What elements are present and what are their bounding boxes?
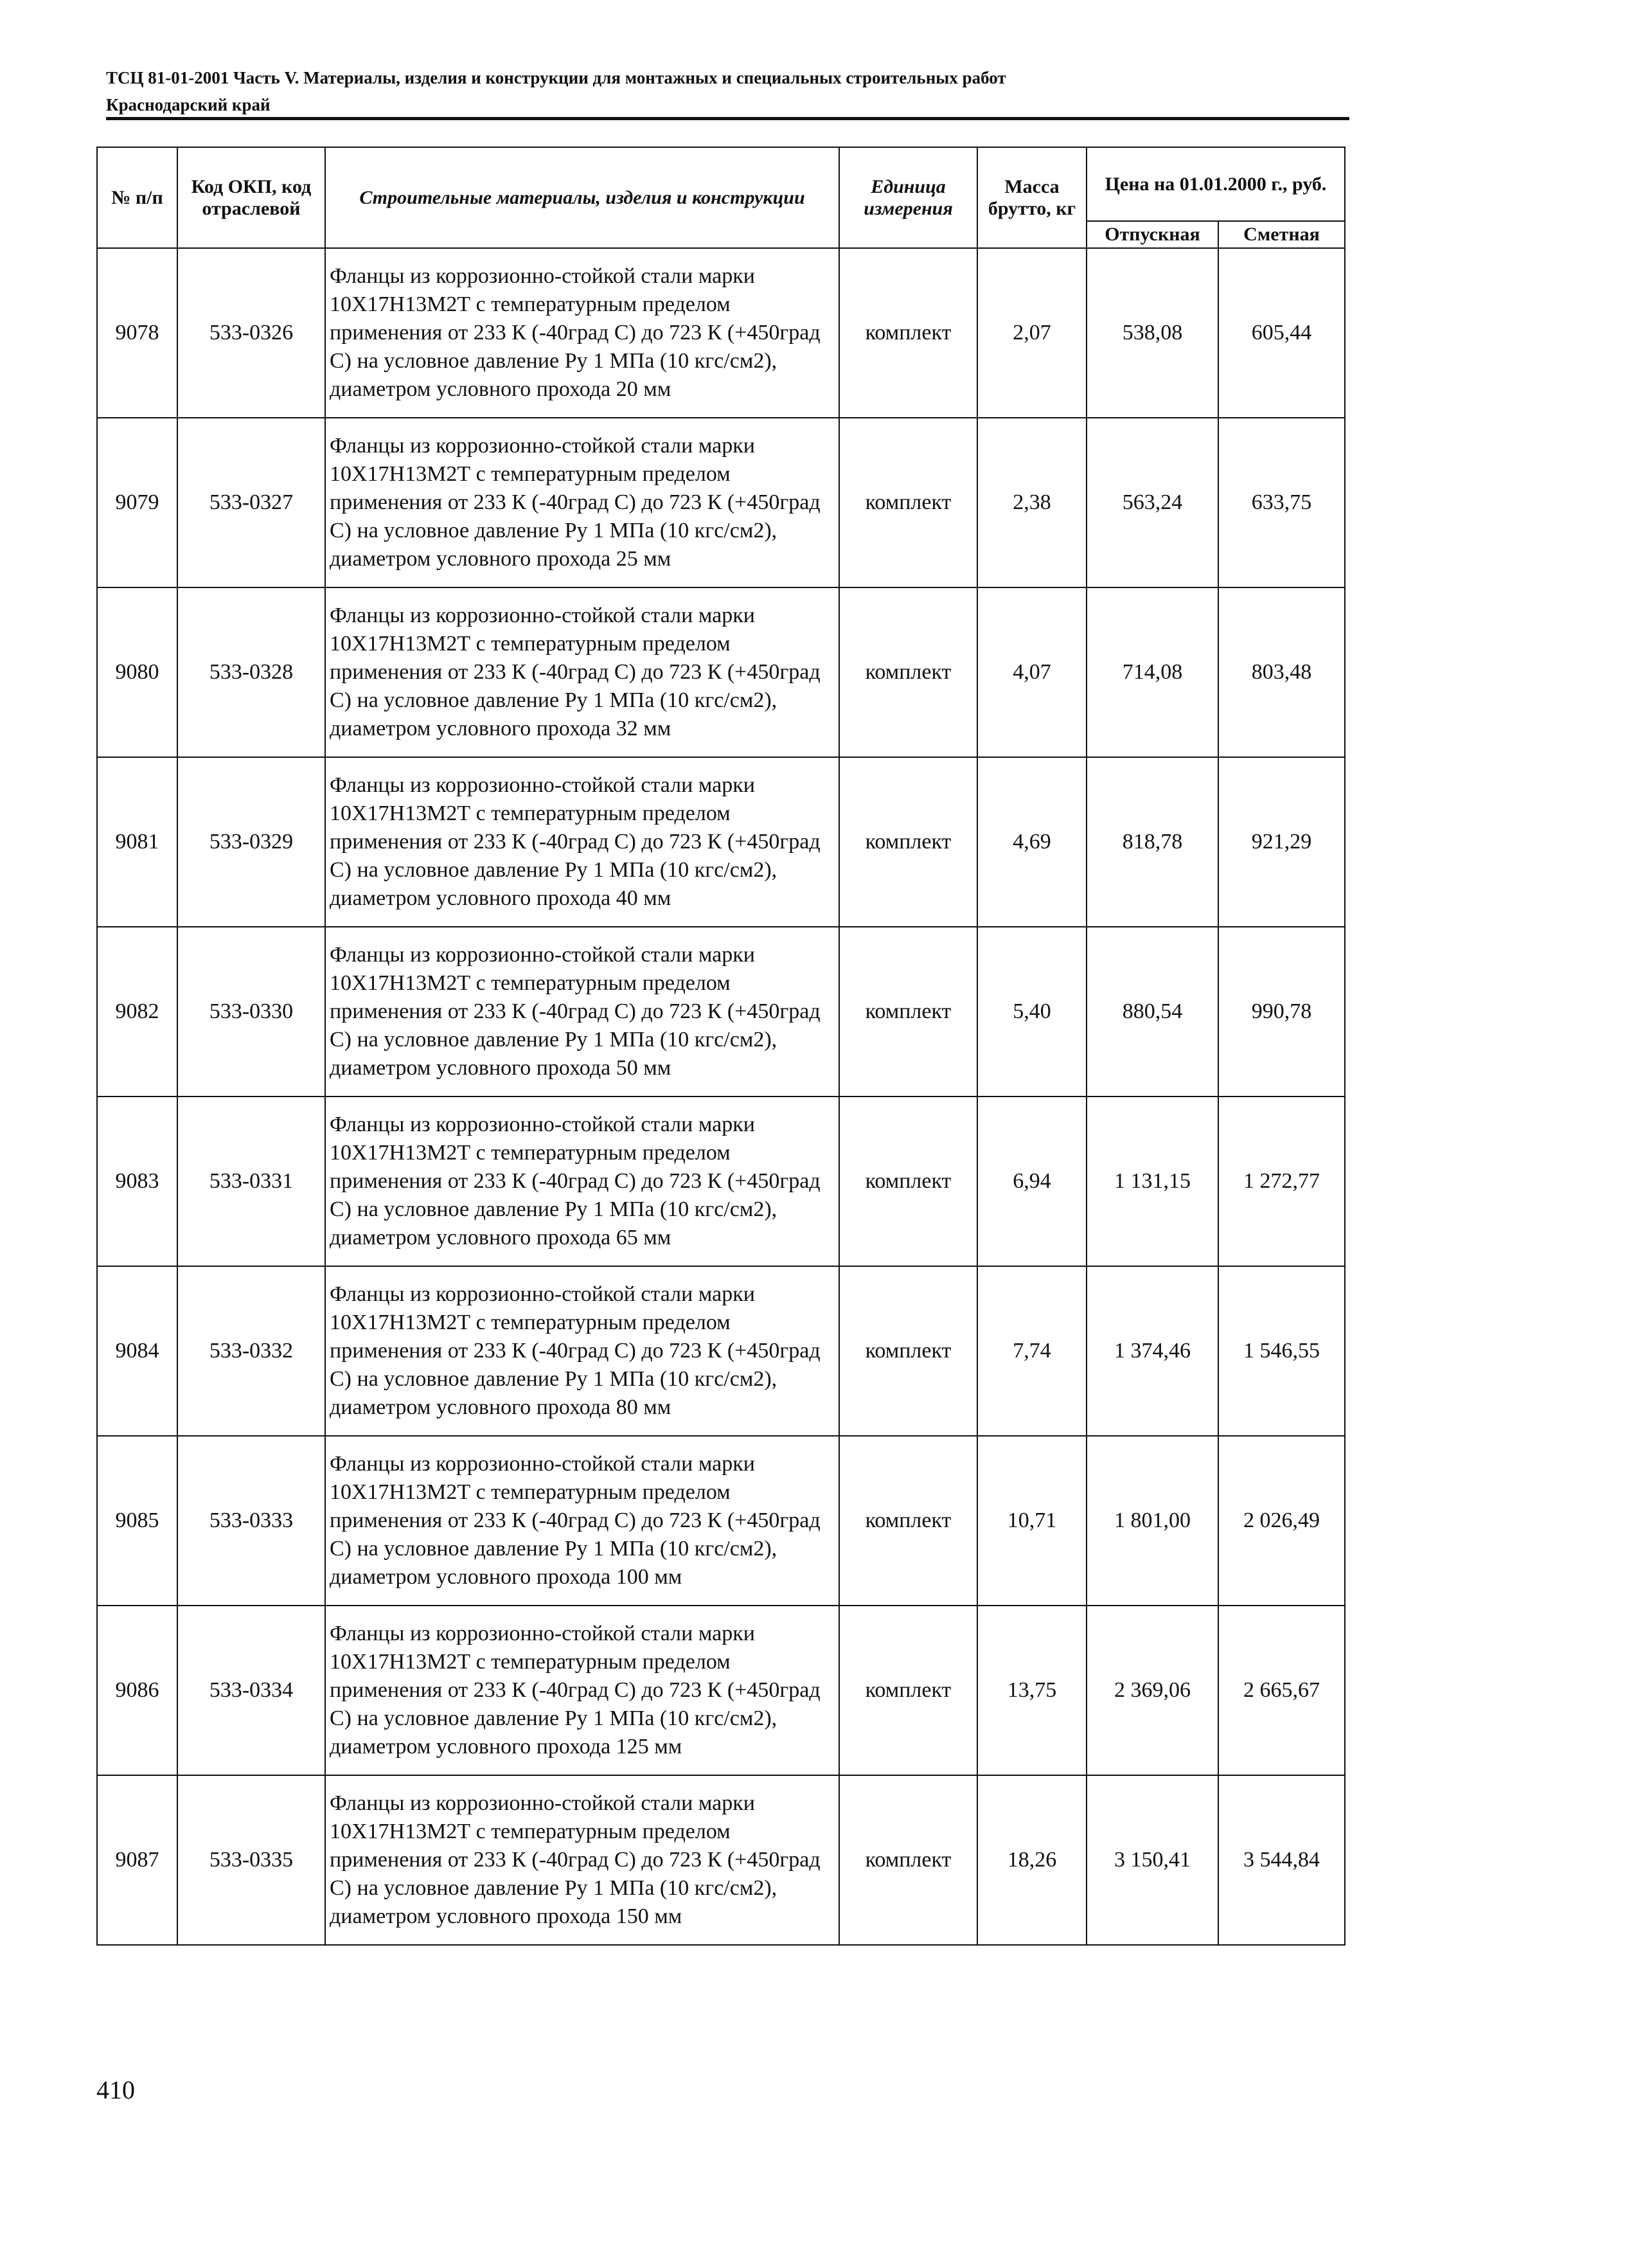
material-description: Фланцы из коррозионно-стойкой стали марки 10Х17Н13М2Т с температурным пределом применения от 233 К (-40град С) до 723 К (+450град С) на условное давление Ру 1 МПа (10 кгс/см2), диаметром условного прохода 100 мм [325,1436,839,1606]
material-description: Фланцы из коррозионно-стойкой стали марки 10Х17Н13М2Т с температурным пределом применения от 233 К (-40град С) до 723 К (+450град С) на условное давление Ру 1 МПа (10 кгс/см2), диаметром условного прохода 65 мм [325,1097,839,1266]
gross-mass: 2,07 [977,248,1087,418]
material-description: Фланцы из коррозионно-стойкой стали марки 10Х17Н13М2Т с температурным пределом применения от 233 К (-40град С) до 723 К (+450град С) на условное давление Ру 1 МПа (10 кгс/см2), диаметром условного прохода 125 мм [325,1606,839,1775]
estimate-price: 2 665,67 [1218,1606,1345,1775]
page-number: 410 [96,2075,135,2104]
release-price: 1 801,00 [1087,1436,1218,1606]
material-description: Фланцы из коррозионно-стойкой стали марки 10Х17Н13М2Т с температурным пределом применения от 233 К (-40град С) до 723 К (+450град С) на условное давление Ру 1 МПа (10 кгс/см2), диаметром условного прохода 25 мм [325,418,839,587]
estimate-price: 633,75 [1218,418,1345,587]
okp-code: 533-0334 [177,1606,325,1775]
estimate-price: 803,48 [1218,587,1345,757]
unit-of-measure: комплект [839,1436,977,1606]
material-description: Фланцы из коррозионно-стойкой стали марки 10Х17Н13М2Т с температурным пределом применения от 233 К (-40град С) до 723 К (+450град С) на условное давление Ру 1 МПа (10 кгс/см2), диаметром условного прохода 32 мм [325,587,839,757]
col-header-price-estimate: Сметная [1218,221,1345,248]
gross-mass: 5,40 [977,927,1087,1097]
gross-mass: 7,74 [977,1266,1087,1436]
estimate-price: 990,78 [1218,927,1345,1097]
okp-code: 533-0335 [177,1775,325,1945]
row-number: 9084 [97,1266,177,1436]
table-header [97,147,1345,248]
header-divider [106,117,1349,120]
col-header-unit: Единица измерения [839,147,977,248]
col-header-code: Код ОКП, код отраслевой [177,147,325,248]
release-price: 563,24 [1087,418,1218,587]
release-price: 2 369,06 [1087,1606,1218,1775]
unit-of-measure: комплект [839,1606,977,1775]
release-price: 1 131,15 [1087,1097,1218,1266]
material-description: Фланцы из коррозионно-стойкой стали марки 10Х17Н13М2Т с температурным пределом применения от 233 К (-40град С) до 723 К (+450град С) на условное давление Ру 1 МПа (10 кгс/см2), диаметром условного прохода 150 мм [325,1775,839,1945]
gross-mass: 4,07 [977,587,1087,757]
table-body [97,248,1345,1945]
gross-mass: 6,94 [977,1097,1087,1266]
release-price: 3 150,41 [1087,1775,1218,1945]
okp-code: 533-0328 [177,587,325,757]
material-description: Фланцы из коррозионно-стойкой стали марки 10Х17Н13М2Т с температурным пределом применения от 233 К (-40град С) до 723 К (+450град С) на условное давление Ру 1 МПа (10 кгс/см2), диаметром условного прохода 80 мм [325,1266,839,1436]
gross-mass: 10,71 [977,1436,1087,1606]
unit-of-measure: комплект [839,248,977,418]
row-number: 9079 [97,418,177,587]
okp-code: 533-0326 [177,248,325,418]
material-description: Фланцы из коррозионно-стойкой стали марки 10Х17Н13М2Т с температурным пределом применения от 233 К (-40град С) до 723 К (+450град С) на условное давление Ру 1 МПа (10 кгс/см2), диаметром условного прохода 40 мм [325,757,839,927]
row-number: 9085 [97,1436,177,1606]
okp-code: 533-0333 [177,1436,325,1606]
okp-code: 533-0327 [177,418,325,587]
material-description: Фланцы из коррозионно-стойкой стали марки 10Х17Н13М2Т с температурным пределом применения от 233 К (-40град С) до 723 К (+450град С) на условное давление Ру 1 МПа (10 кгс/см2), диаметром условного прохода 50 мм [325,927,839,1097]
unit-of-measure: комплект [839,1266,977,1436]
col-header-name: Строительные материалы, изделия и конструкции [325,147,839,248]
table-row [97,418,1345,587]
estimate-price: 2 026,49 [1218,1436,1345,1606]
release-price: 880,54 [1087,927,1218,1097]
estimate-price: 921,29 [1218,757,1345,927]
col-header-price-release: Отпускная [1087,221,1218,248]
row-number: 9083 [97,1097,177,1266]
unit-of-measure: комплект [839,587,977,757]
unit-of-measure: комплект [839,757,977,927]
table-row [97,927,1345,1097]
col-header-mass: Масса брутто, кг [977,147,1087,248]
table-row [97,1606,1345,1775]
region-label: Краснодарский край [106,95,271,114]
document-title: ТСЦ 81-01-2001 Часть V. Материалы, изделия и конструкции для монтажных и специальных строительных работ [106,68,1006,87]
row-number: 9080 [97,587,177,757]
col-header-num: № п/п [97,147,177,248]
unit-of-measure: комплект [839,927,977,1097]
row-number: 9082 [97,927,177,1097]
unit-of-measure: комплект [839,418,977,587]
unit-of-measure: комплект [839,1097,977,1266]
table-row [97,1266,1345,1436]
table-row [97,1097,1345,1266]
col-header-price-group: Цена на 01.01.2000 г., руб. [1087,147,1345,221]
gross-mass: 4,69 [977,757,1087,927]
release-price: 818,78 [1087,757,1218,927]
page-header [106,64,1365,118]
release-price: 538,08 [1087,248,1218,418]
unit-of-measure: комплект [839,1775,977,1945]
okp-code: 533-0330 [177,927,325,1097]
table-row [97,587,1345,757]
table-row [97,1436,1345,1606]
estimate-price: 1 272,77 [1218,1097,1345,1266]
row-number: 9087 [97,1775,177,1945]
gross-mass: 2,38 [977,418,1087,587]
row-number: 9078 [97,248,177,418]
estimate-price: 1 546,55 [1218,1266,1345,1436]
row-number: 9086 [97,1606,177,1775]
table-row [97,757,1345,927]
gross-mass: 18,26 [977,1775,1087,1945]
okp-code: 533-0332 [177,1266,325,1436]
okp-code: 533-0329 [177,757,325,927]
material-description: Фланцы из коррозионно-стойкой стали марки 10Х17Н13М2Т с температурным пределом применения от 233 К (-40град С) до 723 К (+450град С) на условное давление Ру 1 МПа (10 кгс/см2), диаметром условного прохода 20 мм [325,248,839,418]
release-price: 714,08 [1087,587,1218,757]
release-price: 1 374,46 [1087,1266,1218,1436]
price-table [96,147,1346,1946]
gross-mass: 13,75 [977,1606,1087,1775]
estimate-price: 605,44 [1218,248,1345,418]
row-number: 9081 [97,757,177,927]
table-row [97,248,1345,418]
okp-code: 533-0331 [177,1097,325,1266]
estimate-price: 3 544,84 [1218,1775,1345,1945]
table-row [97,1775,1345,1945]
